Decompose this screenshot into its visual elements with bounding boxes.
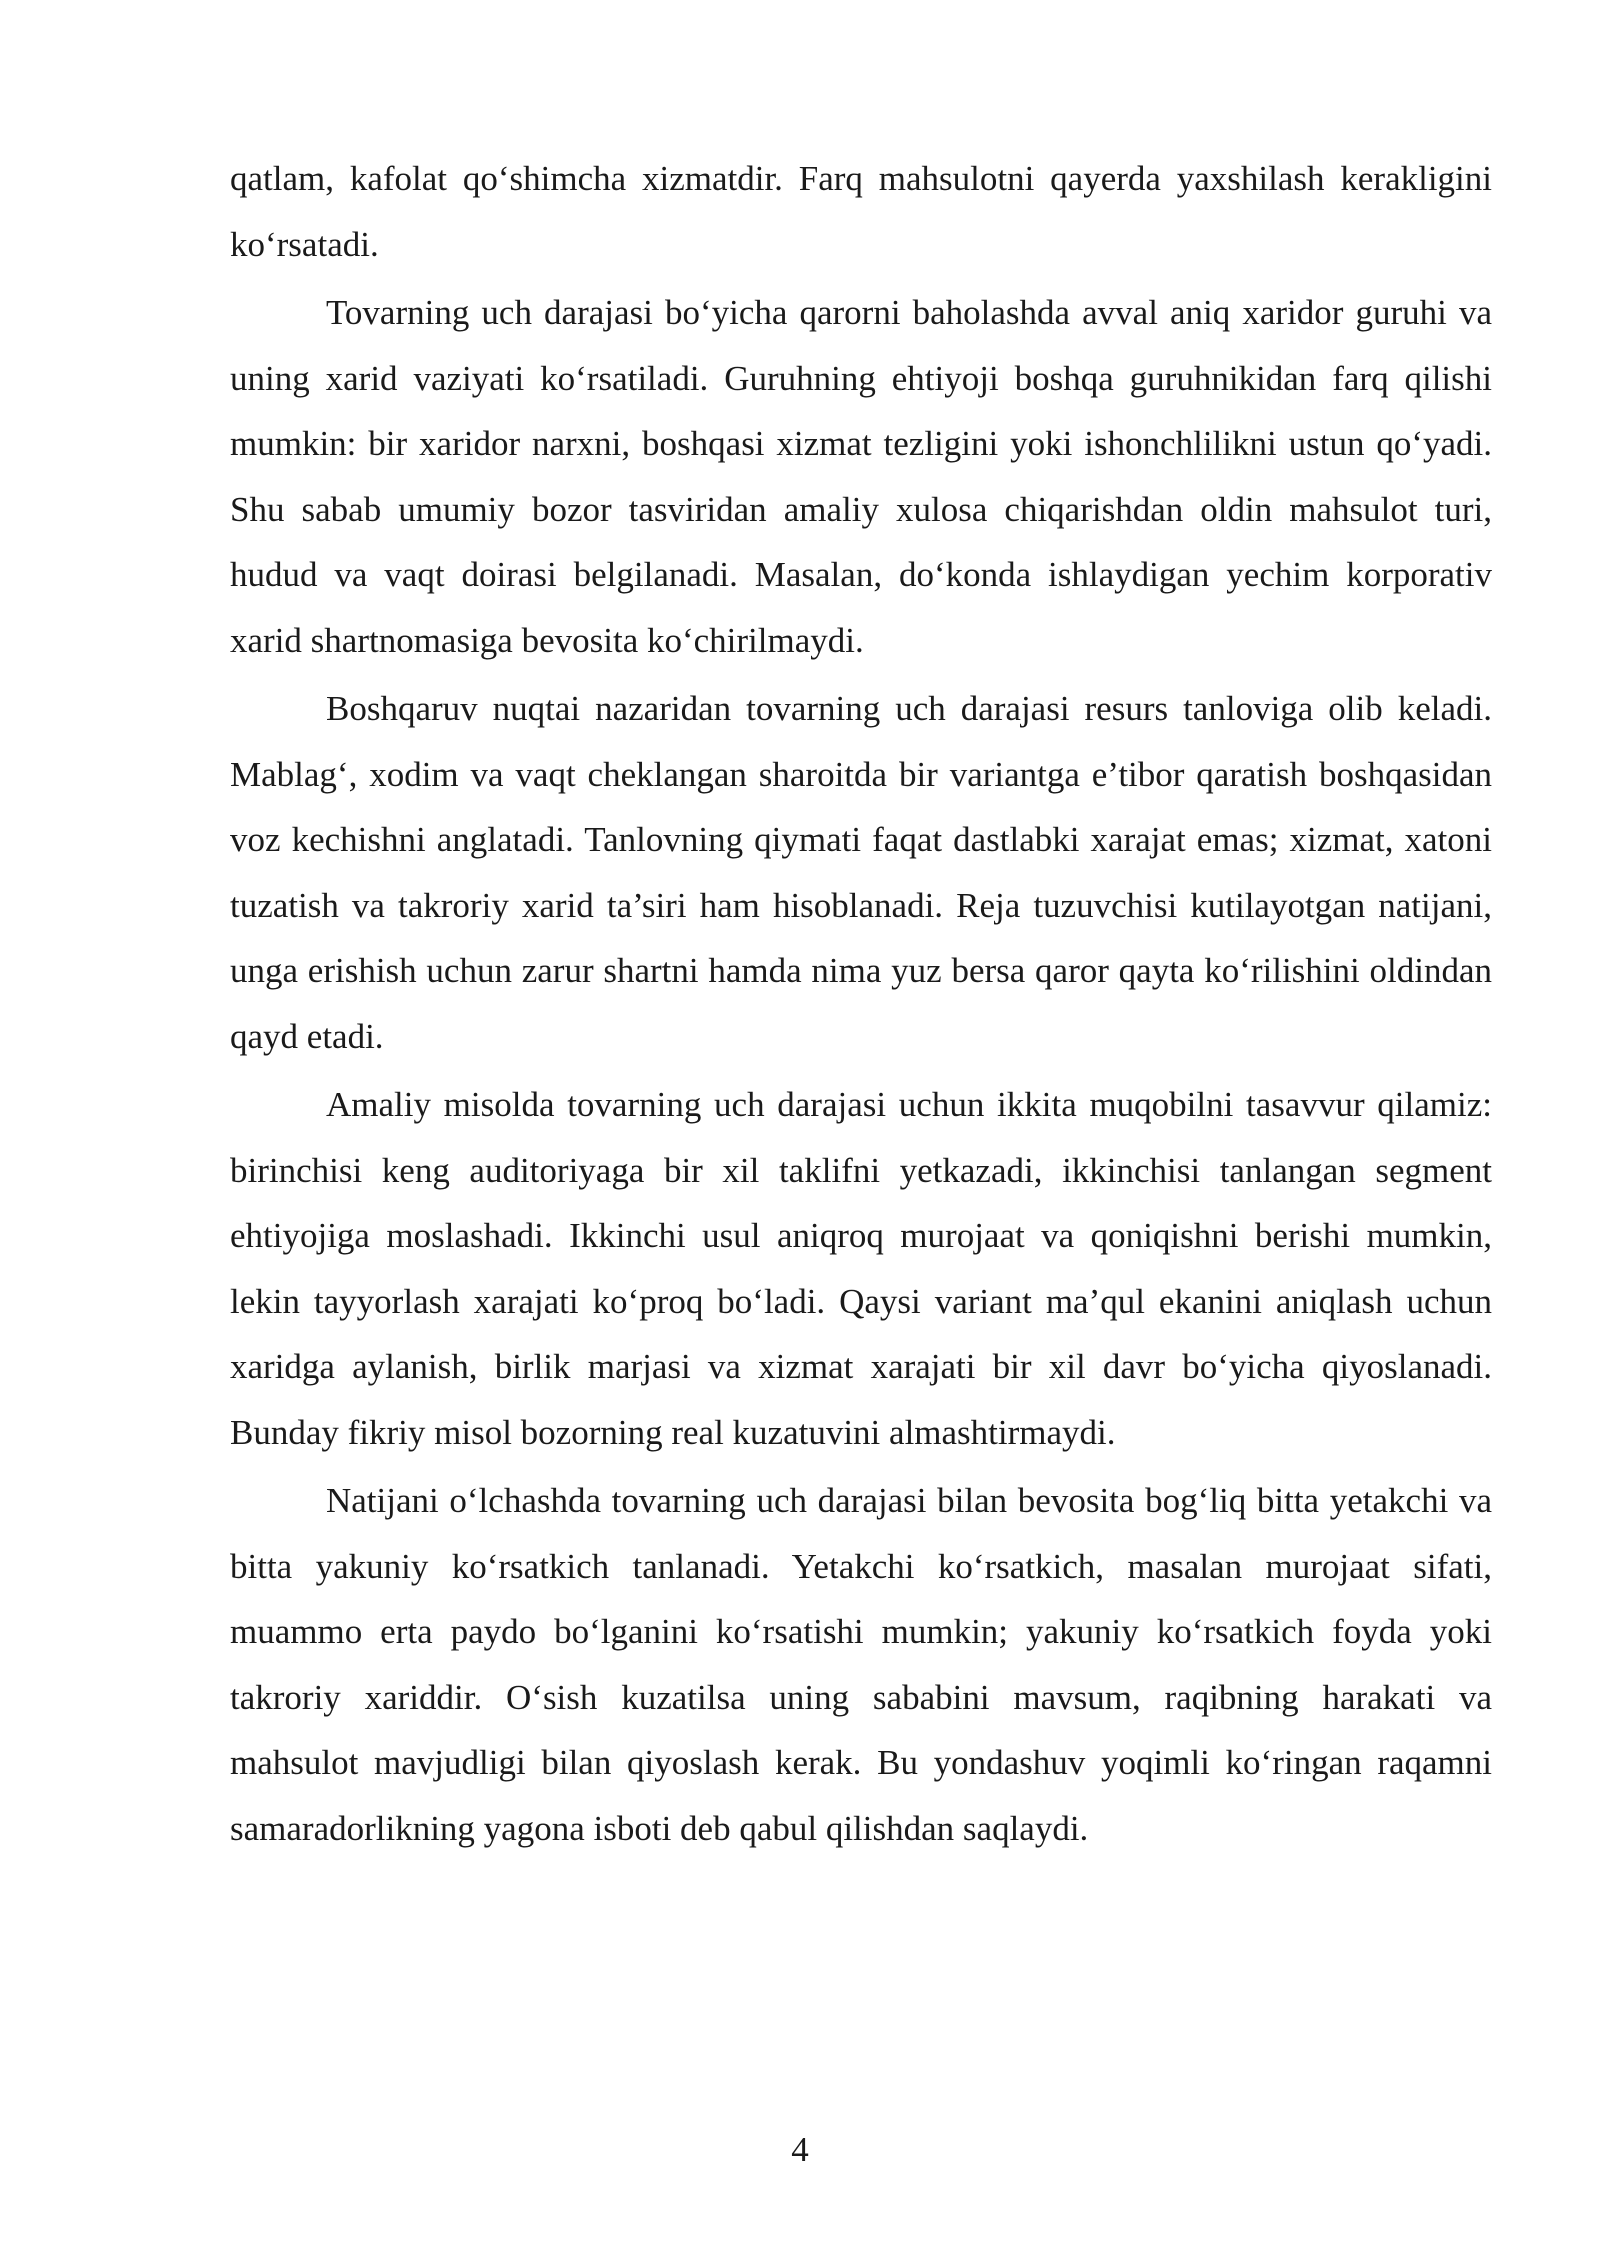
paragraph-continuation: qatlam, kafolat qo‘shimcha xizmatdir. Farq mahsulotni qayerda yaxshilash kerakligini ko‘rsatadi. [230,159,1492,264]
paragraph: Amaliy misolda tovarning uch darajasi uchun ikkita muqobilni tasavvur qilamiz: birinchisi keng auditoriyaga bir xil taklifni yetkazadi, ikkinchisi tanlangan segment ehtiyojiga moslashadi. Ikkinchi usul aniqroq murojaat va qoniqishni berishi mumkin, lekin tayyorlash xarajati ko‘proq bo‘ladi. Qaysi variant ma’qul ekanini aniqlash uchun xaridga aylanish, birlik marjasi va xizmat xarajati bir xil davr bo‘yicha qiyoslanadi. Bunday fikriy misol bozorning real kuzatuvini almashtirmaydi. [230,1085,1492,1452]
page-number: 4 [791,2130,809,2169]
paragraph: Tovarning uch darajasi bo‘yicha qarorni baholashda avval aniq xaridor guruhi va uning xarid vaziyati ko‘rsatiladi. Guruhning ehtiyoji boshqa guruhnikidan farq qilishi mumkin: bir xaridor narxni, boshqasi xizmat tezligini yoki ishonchlilikni ustun qo‘yadi. Shu sabab umumiy bozor tasviridan amaliy xulosa chiqarishdan oldin mahsulot turi, hudud va vaqt doirasi belgilanadi. Masalan, do‘konda ishlaydigan yechim korporativ xarid shartnomasiga bevosita ko‘chirilmaydi. [230,293,1492,660]
paragraph: Natijani o‘lchashda tovarning uch darajasi bilan bevosita bog‘liq bitta yetakchi va bitta yakuniy ko‘rsatkich tanlanadi. Yetakchi ko‘rsatkich, masalan murojaat sifati, muammo erta paydo bo‘lganini ko‘rsatishi mumkin; yakuniy ko‘rsatkich foyda yoki takroriy xariddir. O‘sish kuzatilsa uning sababini mavsum, raqibning harakati va mahsulot mavjudligi bilan qiyoslash kerak. Bu yondashuv yoqimli ko‘ringan raqamni samaradorlikning yagona isboti deb qabul qilishdan saqlaydi. [230,1481,1492,1848]
body-text [230,146,1492,1864]
paragraph: Boshqaruv nuqtai nazaridan tovarning uch darajasi resurs tanloviga olib keladi. Mablag‘, xodim va vaqt cheklangan sharoitda bir variantga e’tibor qaratish boshqasidan voz kechishni anglatadi. Tanlovning qiymati faqat dastlabki xarajat emas; xizmat, xatoni tuzatish va takroriy xarid ta’siri ham hisoblanadi. Reja tuzuvchisi kutilayotgan natijani, unga erishish uchun zarur shartni hamda nima yuz bersa qaror qayta ko‘rilishini oldindan qayd etadi. [230,689,1492,1056]
